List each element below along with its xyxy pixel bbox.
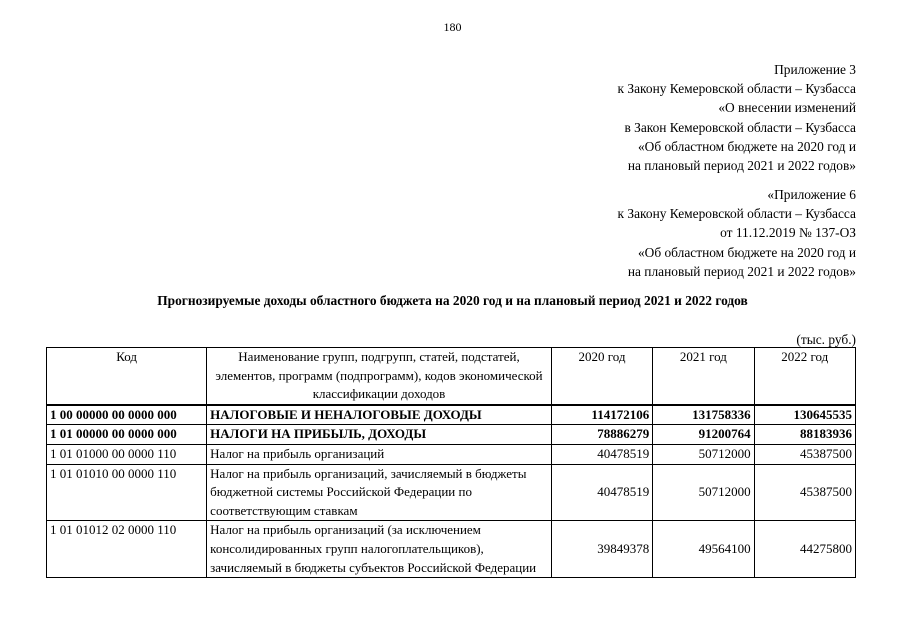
page-number: 180	[443, 20, 462, 34]
row-value-2020: 78886279	[551, 425, 652, 445]
row-code: 1 01 01000 00 0000 110	[47, 444, 207, 464]
row-name: Налог на прибыль организаций (за исключением консолидированных групп налогоплательщиков), зачисляемый в бюджеты субъектов Российской Федерации	[207, 521, 552, 578]
row-code: 1 01 00000 00 0000 000	[47, 425, 207, 445]
appendix-line: к Закону Кемеровской области – Кузбасса	[617, 81, 856, 97]
appendix-line: «Об областном бюджете на 2020 год и	[637, 244, 856, 260]
row-name: НАЛОГИ НА ПРИБЫЛЬ, ДОХОДЫ	[207, 425, 552, 445]
appendix-line: «Об областном бюджете на 2020 год и	[637, 138, 856, 154]
table-row	[47, 425, 856, 445]
appendix-line: от 11.12.2019 № 137-ОЗ	[720, 225, 856, 241]
table-row	[47, 521, 856, 578]
row-name: НАЛОГОВЫЕ И НЕНАЛОГОВЫЕ ДОХОДЫ	[207, 405, 552, 425]
row-value-2020: 40478519	[551, 464, 652, 521]
revenue-table	[46, 347, 856, 578]
appendix-line: Приложение 3	[774, 62, 856, 77]
row-value-2021: 131758336	[653, 405, 754, 425]
appendix-line: к Закону Кемеровской области – Кузбасса	[617, 206, 856, 222]
appendix-6-header	[618, 185, 856, 281]
appendix-line: на плановый период 2021 и 2022 годов»	[627, 263, 856, 279]
row-name: Налог на прибыль организаций, зачисляемый в бюджеты бюджетной системы Российской Федерации по соответствующим ставкам	[207, 464, 552, 521]
row-code: 1 01 01010 00 0000 110	[47, 464, 207, 521]
units-label: (тыс. руб.)	[796, 332, 856, 347]
row-value-2021: 50712000	[653, 444, 754, 464]
row-code: 1 01 01012 02 0000 110	[47, 521, 207, 578]
appendix-line: «О внесении изменений	[718, 100, 856, 116]
table-row	[47, 405, 856, 425]
row-value-2021: 50712000	[653, 464, 754, 521]
row-value-2022: 45387500	[754, 444, 855, 464]
header-2021: 2021 год	[653, 348, 754, 405]
header-2022: 2022 год	[754, 348, 855, 405]
appendix-line: на плановый период 2021 и 2022 годов»	[627, 158, 856, 174]
document-title: Прогнозируемые доходы областного бюджета на 2020 год и на плановый период 2021 и 2022 годов	[157, 293, 748, 308]
appendix-line: «Приложение 6	[767, 187, 856, 202]
row-value-2022: 88183936	[754, 425, 855, 445]
row-code: 1 00 00000 00 0000 000	[47, 405, 207, 425]
row-value-2021: 49564100	[653, 521, 754, 578]
header-name: Наименование групп, подгрупп, статей, подстатей, элементов, программ (подпрограмм), кодов экономической классификации доходов	[207, 348, 552, 405]
row-value-2021: 91200764	[653, 425, 754, 445]
row-value-2020: 40478519	[551, 444, 652, 464]
row-value-2020: 39849378	[551, 521, 652, 578]
row-value-2020: 114172106	[551, 405, 652, 425]
table-row	[47, 444, 856, 464]
header-2020: 2020 год	[551, 348, 652, 405]
table-header-row	[47, 348, 856, 405]
table-row	[47, 464, 856, 521]
row-value-2022: 130645535	[754, 405, 855, 425]
row-value-2022: 45387500	[754, 464, 855, 521]
header-code: Код	[47, 348, 207, 405]
row-name: Налог на прибыль организаций	[207, 444, 552, 464]
appendix-3-header	[618, 60, 856, 175]
row-value-2022: 44275800	[754, 521, 855, 578]
appendix-line: в Закон Кемеровской области – Кузбасса	[624, 119, 856, 135]
